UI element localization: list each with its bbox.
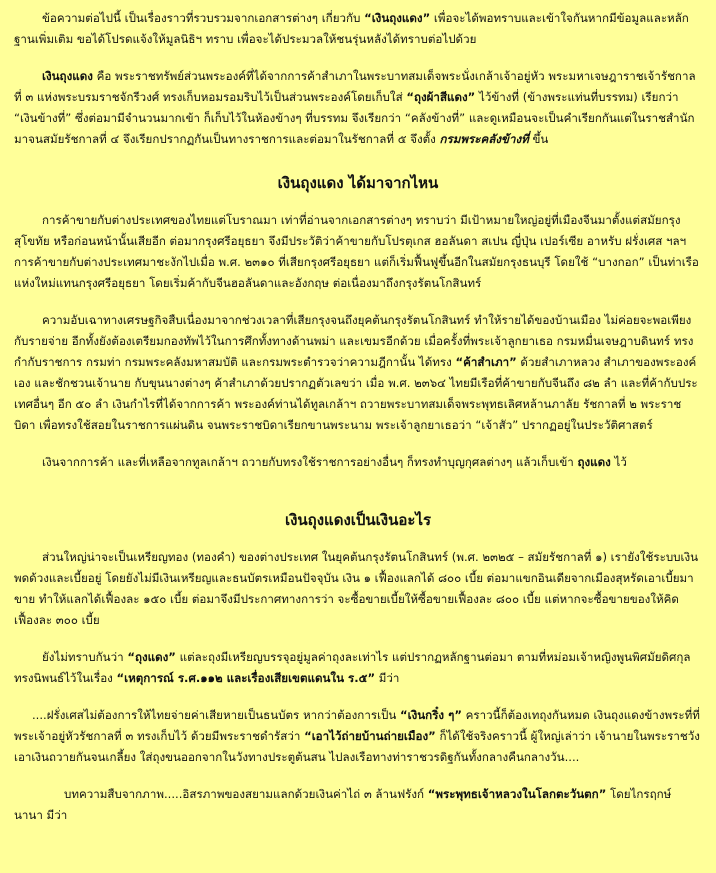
red-bag-term-2: ถุงแดง — [577, 455, 611, 469]
royal-quote: “เอาไว้ถ่ายบ้านถ่ายเมือง” — [304, 729, 436, 743]
article-title: “พระพุทธเจ้าหลวงในโลกตะวันตก” — [427, 787, 607, 801]
section2-paragraph-3: ....ฝรั่งเศสไม่ต้องการให้ไทยจ่ายค่าเสียหายเป็นธนบัตร หากว่าต้องการเป็น “เงินกริ๋ง ๆ” คราวนี้ก็ต้องเทถุงกันหมด เงินถุงแดงข้างพระที่ที่พระเจ้าอยู่หัวรัชกาลที่ ๓ ทรงเก็บไว้ ด้วยมีพระราชดำรัสว่า “เอาไว้ถ่ายบ้านถ่ายเมือง” ก็ได้ใช้จริงคราวนี้ ผู้ใหญ่เล่าว่า เจ้านายในพระราชวัง เอาเงินถวายกันจนเกลี้ยง ใส่ถุงขนออกจากในวังทางประตูต้นสน ไปลงเรือทางท่าราชวรดิฐกันทั้งกลางคืนกลางวัน.... — [14, 708, 700, 764]
term-ngoen-thung-daeng: “เงินถุงแดง” — [364, 11, 431, 25]
privy-purse-dept: กรมพระคลังข้างที่ — [439, 132, 529, 146]
book-title: “เหตุการณ์ ร.ศ.๑๑๒ และเรื่องเสียเขตแดนใน ร.๕” — [116, 671, 376, 685]
section1-heading: เงินถุงแดง ได้มาจากไหน — [277, 174, 439, 192]
jingling-money-term: “เงินกริ๋ง ๆ” — [400, 708, 462, 722]
section1-paragraph-2: ความอับเฉาทางเศรษฐกิจสืบเนื่องมาจากช่วงเวลาที่เสียกรุงจนถึงยุคต้นกรุงรัตนโกสินทร์ ทำให้รายได้ของบ้านเมือง ไม่ค่อยจะพอเพียงกับรายจ่าย อีกทั้งยังต้องเตรียมกองทัพไว้ในการศึกทั้งทางด้านพม่า และเขมรอีกด้วย เมื่อครั้งที่พระเจ้าลูกยาเธอ กรมหมื่นเจษฎาบดินทร์ ทรงกำกับราชการ กรมท่า กรมพระคลังมหาสมบัติ และกรมพระตำรวจว่าความฎีกานั้น ได้ทรง “ค้าสำเภา” ด้วยสำเภาหลวง สำเภาของพระองค์เอง และชักชวนเจ้านาย กับขุนนางต่างๆ ค้าสำเภาด้วยปรากฏตัวเลขว่า เมื่อ พ.ศ. ๒๓๖๔ ไทยมีเรือที่ค้าขายกับจีนถึง ๘๒ ลำ และที่ค้ากับประเทศอื่นๆ อีก ๕๐ ลำ เงินกำไรที่ได้จากการค้า พระองค์ท่านได้ทูลเกล้าฯ ถวายพระบาทสมเด็จพระพุทธเลิศหล้านภาลัย รัชกาลที่ ๒ พระราชบิดา เพื่อทรงใช้สอยในราชการแผ่นดิน จนพระราชบิดาเรียกขานพระนาม พระเจ้าลูกยาเธอว่า “เจ้าสัว” ปรากฏอยู่ในประวัติศาสตร์ — [14, 313, 698, 432]
section2-paragraph-1: ส่วนใหญ่น่าจะเป็นเหรียญทอง (ทองคำ) ของต่างประเทศ ในยุคต้นกรุงรัตนโกสินทร์ (พ.ศ. ๒๓๒๕ – สมัยรัชกาลที่ ๑) เรายังใช้ระบบเงินพดด้วงและเบี้ยอยู่ โดยยังไม่มีเงินเหรียญและธนบัตรเหมือนปัจจุบัน เงิน ๑ เฟื้องแลกได้ ๘๐๐ เบี้ย ต่อมาแขกอินเดียจากเมืองสุหรัดเอาเบี้ยมาขาย ทำให้แลกได้เฟื้องละ ๑๕๐ เบี้ย ต่อมาจึงมีประกาศทางการว่า จะซื้อขายเบี้ยให้ซื้อขายเฟื้องละ ๘๐๐ เบี้ย แต่หากจะซื้อขายของให้คิดเฟื้องละ ๓๐๐ เบี้ย — [14, 550, 699, 627]
section1-paragraph-3: เงินจากการค้า และที่เหลือจากทูลเกล้าฯ ถวายกับทรงใช้ราชการอย่างอื่นๆ ก็ทรงทำบุญกุศลต่างๆ แล้วเก็บเข้า ถุงแดง ไว้ — [42, 455, 627, 469]
red-bag-term-3: “ถุงแดง” — [127, 650, 176, 664]
section1-paragraph-1: การค้าขายกับต่างประเทศของไทยแต่โบราณมา เท่าที่อ่านจากเอกสารต่างๆ ทราบว่า มีเป้าหมายใหญ่อยู่ที่เมืองจีนมาตั้งแต่สมัยกรุงสุโขทัย หรือก่อนหน้านั้นเสียอีก ต่อมากรุงศรีอยุธยา จึงมีประวัติว่าค้าขายกับโปรตุเกส ฮอลันดา สเปน ญี่ปุ่น เปอร์เซีย อาหรับ ฝรั่งเศส ฯลฯ การค้าขายกับต่างประเทศมาชะงักไปเมื่อ พ.ศ. ๒๓๑๐ ที่เสียกรุงศรีอยุธยา แต่ก็เริ่มฟื้นฟูขึ้นอีกในสมัยกรุงธนบุรี โดยใช้ “บางกอก” เป็นท่าเรือแห่งใหม่แทนกรุงศรีอยุธยา โดยเริ่มค้ากับจีนฮอลันดาและอังกฤษ ต่อเนื่องมาถึงกรุงรัตนโกสินทร์ — [14, 213, 699, 290]
definition-term: เงินถุงแดง — [42, 69, 93, 83]
intro-paragraph: ข้อความต่อไปนี้ เป็นเรื่องราวที่รวบรวมจากเอกสารต่างๆ เกี่ยวกับ “เงินถุงแดง” เพื่อจะได้พอทราบและเข้าใจกันหากมีข้อมูลและหลักฐานเพิ่มเติม ขอได้โปรดแจ้งให้มูลนิธิฯ ทราบ เพื่อจะได้ประมวลให้ชนรุ่นหลังได้ทราบต่อไปด้วย — [14, 11, 689, 46]
section2-heading: เงินถุงแดงเป็นเงินอะไร — [284, 511, 432, 529]
junk-trade-term: “ค้าสำเภา” — [455, 355, 517, 369]
definition-paragraph: เงินถุงแดง คือ พระราชทรัพย์ส่วนพระองค์ที่ได้จากการค้าสำเภาในพระบาทสมเด็จพระนั่งเกล้าเจ้าอยู่หัว พระมหาเจษฎาราชเจ้ารัชกาลที่ ๓ แห่งพระบรมราชจักรีวงศ์ ทรงเก็บหอมรอมริบไว้เป็นส่วนพระองค์โดยเก็บใส่ “ถุงผ้าสีแดง” ไว้ข้างที่ (ข้างพระแท่นที่บรรทม) เรียกว่า “เงินข้างที่” ซึ่งต่อมามีจำนวนมากเข้า ก็เก็บไว้ในห้องข้างๆ ที่บรรทม จึงเรียกว่า “คลังข้างที่” และดูเหมือนจะเป็นคำเรียกกันแต่ในราชสำนักมาจนสมัยรัชกาลที่ ๔ จึงเรียกปรากฏกันเป็นทางราชการและต่อมาในรัชกาลที่ ๕ จึงตั้ง กรมพระคลังข้างที่ ขึ้น — [14, 69, 696, 146]
red-bag-term: “ถุงผ้าสีแดง” — [406, 90, 476, 104]
section2-paragraph-4: บทความสืบจากภาพ.....อิสรภาพของสยามแลกด้วยเงินค่าไถ่ ๓ ล้านฟรังก์ “พระพุทธเจ้าหลวงในโลกตะวันตก” โดยไกรฤกษ์ นานา มีว่า — [14, 787, 672, 822]
section2-paragraph-2: ยังไม่ทราบกันว่า “ถุงแดง” แต่ละถุงมีเหรียญบรรจุอยู่มูลค่าถุงละเท่าไร แต่ปรากฏหลักฐานต่อมา ตามที่หม่อมเจ้าหญิงพูนพิศมัยดิศกุล ทรงนิพนธ์ไว้ในเรื่อง “เหตุการณ์ ร.ศ.๑๑๒ และเรื่องเสียเขตแดนใน ร.๕” มีว่า — [14, 650, 691, 685]
